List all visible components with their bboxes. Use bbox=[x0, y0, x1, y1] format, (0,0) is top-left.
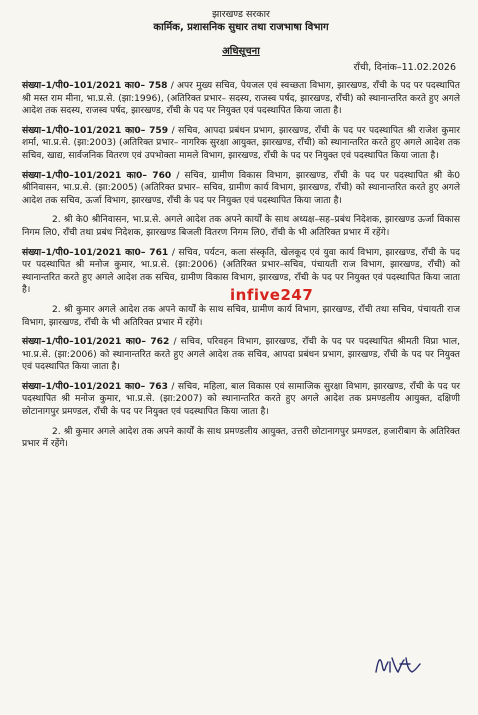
sub-paragraph bbox=[22, 304, 460, 329]
order-paragraph bbox=[22, 170, 460, 208]
order-paragraph bbox=[22, 381, 460, 419]
sub-paragraph-text: 2. श्री कुमार अगले आदेश तक अपने कार्यों के साथ प्रमण्डलीय आयुक्त, उत्तरी छोटानागपुर प्रमण्डल, हजारीबाग के अतिरिक्त प्रभार में रहेंगे। bbox=[22, 426, 460, 450]
order-text: / सचिव, आपदा प्रबंधन प्रभाग, झारखण्ड, रॉंची के पद पर पदस्थापित श्री राजेश कुमार शर्मा, भा.प्र.से. (झा:2003) (अतिरिक्त प्रभार– नागरिक सुरक्षा आयुक्त, झारखण्ड, रॉंची) को स्थानान्तरित करते हुए अगले आदेश तक सचिव, खाद्य, सार्वजनिक वितरण एवं उपभोक्ता मामले विभाग, झारखण्ड, रॉंची के पद पर नियुक्त एवं पदस्थापित किया जाता है। bbox=[22, 125, 460, 161]
order-text: / सचिव, परिवहन विभाग, झारखण्ड, रॉंची के पद पर पदस्थापित श्रीमती विप्रा भाल, भा.प्र.से. (झा:2006) को स्थानान्तरित करते हुए अगले आदेश तक सचिव, आपदा प्रबंधन प्रभाग, झारखण्ड, रॉंची के पद पर नियुक्त एवं पदस्थापित किया जाता है। bbox=[22, 337, 460, 373]
sub-paragraph-text: 2. श्री कुमार अगले आदेश तक अपने कार्यों के साथ सचिव, ग्रामीण कार्य विभाग, झारखण्ड, रॉंची तथा सचिव, पंचायती राज विभाग, झारखण्ड, रॉंची के भी अतिरिक्त प्रभार में रहेंगे। bbox=[22, 304, 460, 328]
notification-body bbox=[22, 80, 460, 451]
order-number: संख्या–1/पी0–101/2021 का0– 758 bbox=[22, 81, 168, 91]
order-number: संख्या–1/पी0–101/2021 का0– 760 bbox=[22, 170, 172, 181]
sub-paragraph bbox=[22, 426, 460, 451]
order-paragraph bbox=[22, 125, 460, 163]
order-text: / अपर मुख्य सचिव, पेयजल एवं स्वच्छता विभाग, झारखण्ड, रॉंची के पद पर पदस्थापित श्री मस्त राम मीना, भा.प्र.से. (झा:1996), (अतिरिक्त प्रभार– सदस्य, राजस्व पर्षद, झारखण्ड, रॉंची) को स्थानान्तरित करते हुए अगले आदेश तक सदस्य, राजस्व पर्षद, झारखण्ड, रॉंची के पद पर नियुक्त एवं पदस्थापित किया जाता है। bbox=[22, 81, 460, 117]
order-number: संख्या–1/पी0–101/2021 का0– 761 bbox=[22, 247, 169, 258]
letterhead bbox=[22, 8, 460, 34]
order-text: / सचिव, महिला, बाल विकास एवं सामाजिक सुरक्षा विभाग, झारखण्ड, रॉंची के पद पर पदस्थापित श्री मनोज कुमार, भा.प्र.से. (झा:2007) को स्थानान्तरित करते हुए अगले आदेश तक प्रमण्डलीय आयुक्त, दक्षिणी छोटानागपुर प्रमण्डल, रॉंची के पद पर नियुक्त एवं पदस्थापित किया जाता है। bbox=[22, 381, 460, 418]
order-number: संख्या–1/पी0–101/2021 का0– 762 bbox=[22, 337, 170, 348]
order-number: संख्या–1/पी0–101/2021 का0– 763 bbox=[22, 381, 168, 392]
order-number: संख्या–1/पी0–101/2021 का0– 759 bbox=[22, 125, 169, 136]
sub-paragraph-text: 2. श्री के0 श्रीनिवासन, भा.प्र.से. अगले आदेश तक अपने कार्यों के साथ अध्यक्ष–सह–प्रबंध निदेशक, झारखण्ड ऊर्जा विकास निगम लि0, रॉंची तथा प्रबंध निदेशक, झारखण्ड बिजली वितरण निगम लि0, रॉंची के भी अतिरिक्त प्रभार में रहेंगे। bbox=[22, 215, 460, 238]
sub-paragraph bbox=[22, 214, 460, 239]
date-line: रॉंची, दिनांक–11.02.2026 bbox=[353, 62, 456, 73]
government-name: झारखण्ड सरकार bbox=[212, 9, 270, 20]
order-text: / सचिव, पर्यटन, कला संस्कृति, खेलकूद एवं युवा कार्य विभाग, झारखण्ड, रॉंची के पद पर पदस्थापित श्री मनोज कुमार, भा.प्र.से. (झा:2006) (अतिरिक्त प्रभार–सचिव, पंचायती राज विभाग, झारखण्ड, रॉंची) को स्थानान्तरित करते हुए अगले आदेश तक सचिव, ग्रामीण विकास विभाग, झारखण्ड, रॉंची के पद पर नियुक्त एवं पदस्थापित किया जाता है। bbox=[22, 247, 460, 296]
order-paragraph bbox=[22, 80, 460, 118]
department-name: कार्मिक, प्रशासनिक सुधार तथा राजभाषा विभाग bbox=[153, 22, 329, 33]
document-title: अधिसूचना bbox=[222, 46, 260, 57]
order-paragraph bbox=[22, 336, 460, 374]
order-text: / सचिव, ग्रामीण विकास विभाग, झारखण्ड, रॉंची के पद पर पदस्थापित श्री के0 श्रीनिवासन, भा.प्र.से. (झा:2005) (अतिरिक्त प्रभार– सचिव, ग्रामीण कार्य विभाग, झारखण्ड, रॉंची) को स्थानान्तरित करते हुए अगले आदेश तक सचिव, ऊर्जा विभाग, झारखण्ड, रॉंची के पद पर नियुक्त एवं पदस्थापित किया जाता है। bbox=[22, 170, 460, 206]
watermark: infive247 bbox=[230, 286, 314, 304]
signature bbox=[372, 650, 422, 680]
